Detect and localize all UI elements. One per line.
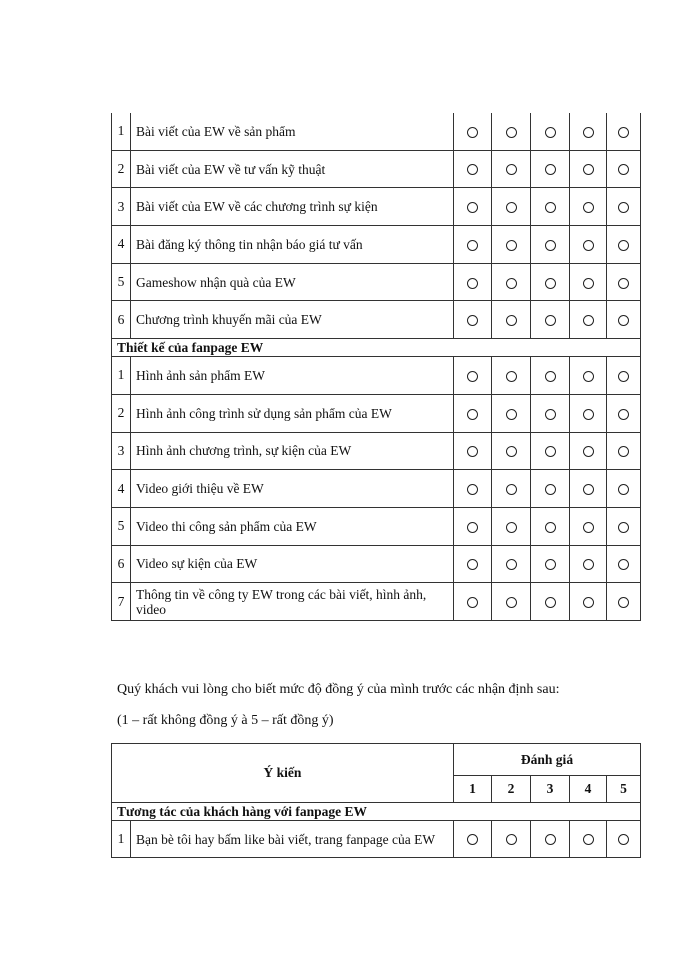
rating-radio-1[interactable] (467, 127, 478, 138)
rating-cell-1 (454, 507, 492, 545)
rating-radio-2[interactable] (506, 484, 517, 495)
rating-radio-4[interactable] (583, 409, 594, 420)
row-number: 4 (112, 226, 131, 264)
rating-cell-2 (492, 394, 531, 432)
rating-cell-1 (454, 394, 492, 432)
rating-cell-4 (570, 583, 607, 621)
scale-header-3: 3 (531, 776, 570, 803)
rating-cell-3 (531, 432, 570, 470)
rating-cell-2 (492, 113, 531, 150)
rating-radio-4[interactable] (583, 371, 594, 382)
rating-cell-1 (454, 263, 492, 301)
rating-column-header: Đánh giá (454, 744, 641, 776)
rating-radio-4[interactable] (583, 559, 594, 570)
rating-radio-5[interactable] (618, 484, 629, 495)
rating-radio-1[interactable] (467, 522, 478, 533)
rating-cell-2 (492, 583, 531, 621)
rating-radio-5[interactable] (618, 240, 629, 251)
table-row (112, 583, 641, 621)
rating-radio-3[interactable] (545, 127, 556, 138)
rating-cell-3 (531, 188, 570, 226)
rating-cell-5 (607, 113, 641, 150)
rating-radio-2[interactable] (506, 834, 517, 845)
rating-cell-4 (570, 432, 607, 470)
rating-radio-5[interactable] (618, 597, 629, 608)
table-row (112, 263, 641, 301)
rating-cell-1 (454, 545, 492, 583)
table-row (112, 394, 641, 432)
statement-text: Bài viết của EW về tư vấn kỹ thuật (131, 150, 454, 188)
rating-radio-4[interactable] (583, 484, 594, 495)
rating-cell-2 (492, 470, 531, 508)
rating-cell-3 (531, 470, 570, 508)
rating-cell-5 (607, 507, 641, 545)
rating-cell-1 (454, 150, 492, 188)
table-row (112, 301, 641, 339)
row-number: 4 (112, 470, 131, 508)
rating-radio-1[interactable] (467, 446, 478, 457)
table-row (112, 113, 641, 150)
rating-cell-5 (607, 583, 641, 621)
statement-text: Bài đăng ký thông tin nhận báo giá tư vấn (131, 226, 454, 264)
rating-radio-2[interactable] (506, 597, 517, 608)
rating-radio-5[interactable] (618, 834, 629, 845)
rating-radio-5[interactable] (618, 127, 629, 138)
rating-cell-4 (570, 188, 607, 226)
rating-radio-1[interactable] (467, 202, 478, 213)
rating-radio-2[interactable] (506, 371, 517, 382)
row-number: 7 (112, 583, 131, 621)
survey-table-customer-interaction (111, 743, 641, 858)
rating-cell-3 (531, 507, 570, 545)
rating-cell-4 (570, 226, 607, 264)
rating-cell-5 (607, 432, 641, 470)
row-number: 1 (112, 113, 131, 150)
rating-cell-5 (607, 263, 641, 301)
rating-cell-2 (492, 507, 531, 545)
rating-radio-2[interactable] (506, 446, 517, 457)
rating-radio-3[interactable] (545, 278, 556, 289)
statement-text: Bài viết của EW về sản phẩm (131, 113, 454, 150)
rating-cell-3 (531, 113, 570, 150)
table-row (112, 357, 641, 395)
rating-cell-3 (531, 263, 570, 301)
scale-note: (1 – rất không đồng ý à 5 – rất đồng ý) (117, 713, 334, 728)
rating-radio-1[interactable] (467, 315, 478, 326)
rating-cell-5 (607, 545, 641, 583)
rating-cell-4 (570, 507, 607, 545)
row-number: 6 (112, 545, 131, 583)
rating-radio-2[interactable] (506, 164, 517, 175)
rating-cell-2 (492, 432, 531, 470)
statement-text: Bạn bè tôi hay bấm like bài viết, trang fanpage của EW (131, 821, 454, 858)
statement-text: Chương trình khuyến mãi của EW (131, 301, 454, 339)
rating-cell-2 (492, 263, 531, 301)
row-number: 3 (112, 188, 131, 226)
rating-radio-3[interactable] (545, 559, 556, 570)
rating-cell-5 (607, 301, 641, 339)
section-row (112, 803, 641, 821)
row-number: 2 (112, 150, 131, 188)
row-number: 5 (112, 263, 131, 301)
rating-cell-1 (454, 432, 492, 470)
row-number: 1 (112, 357, 131, 395)
rating-radio-3[interactable] (545, 446, 556, 457)
rating-cell-1 (454, 357, 492, 395)
rating-radio-1[interactable] (467, 240, 478, 251)
survey-table-fanpage-content (111, 113, 641, 621)
rating-radio-4[interactable] (583, 315, 594, 326)
rating-radio-5[interactable] (618, 446, 629, 457)
rating-cell-2 (492, 545, 531, 583)
rating-radio-1[interactable] (467, 834, 478, 845)
rating-cell-4 (570, 263, 607, 301)
rating-radio-4[interactable] (583, 446, 594, 457)
scale-header-5: 5 (607, 776, 641, 803)
table-row (112, 507, 641, 545)
row-number: 5 (112, 507, 131, 545)
rating-cell-2 (492, 821, 531, 858)
rating-radio-3[interactable] (545, 597, 556, 608)
rating-cell-2 (492, 301, 531, 339)
rating-radio-5[interactable] (618, 522, 629, 533)
rating-radio-4[interactable] (583, 127, 594, 138)
rating-radio-2[interactable] (506, 278, 517, 289)
rating-radio-2[interactable] (506, 522, 517, 533)
table-row (112, 470, 641, 508)
statement-text: Thông tin về công ty EW trong các bài viết, hình ảnh, video (131, 583, 454, 621)
statement-text: Hình ảnh chương trình, sự kiện của EW (131, 432, 454, 470)
statement-text: Video sự kiện của EW (131, 545, 454, 583)
statement-text: Bài viết của EW về các chương trình sự kiện (131, 188, 454, 226)
rating-radio-4[interactable] (583, 834, 594, 845)
rating-radio-4[interactable] (583, 522, 594, 533)
scale-header-2: 2 (492, 776, 531, 803)
rating-radio-2[interactable] (506, 127, 517, 138)
row-number: 6 (112, 301, 131, 339)
rating-cell-5 (607, 226, 641, 264)
row-number: 1 (112, 821, 131, 858)
rating-radio-4[interactable] (583, 164, 594, 175)
table-row (112, 432, 641, 470)
row-number: 3 (112, 432, 131, 470)
rating-cell-5 (607, 821, 641, 858)
rating-cell-1 (454, 188, 492, 226)
rating-cell-4 (570, 545, 607, 583)
rating-radio-5[interactable] (618, 315, 629, 326)
rating-radio-5[interactable] (618, 559, 629, 570)
rating-cell-3 (531, 226, 570, 264)
rating-radio-3[interactable] (545, 240, 556, 251)
rating-radio-5[interactable] (618, 278, 629, 289)
rating-radio-3[interactable] (545, 315, 556, 326)
rating-cell-3 (531, 821, 570, 858)
rating-radio-1[interactable] (467, 559, 478, 570)
scale-header-4: 4 (570, 776, 607, 803)
rating-cell-1 (454, 583, 492, 621)
statement-text: Hình ảnh sản phẩm EW (131, 357, 454, 395)
rating-radio-3[interactable] (545, 202, 556, 213)
row-number: 2 (112, 394, 131, 432)
rating-cell-4 (570, 301, 607, 339)
rating-cell-1 (454, 470, 492, 508)
rating-cell-5 (607, 394, 641, 432)
rating-cell-2 (492, 150, 531, 188)
rating-radio-2[interactable] (506, 202, 517, 213)
rating-cell-4 (570, 357, 607, 395)
table-row (112, 545, 641, 583)
rating-cell-2 (492, 226, 531, 264)
rating-radio-3[interactable] (545, 484, 556, 495)
rating-cell-5 (607, 470, 641, 508)
rating-radio-2[interactable] (506, 409, 517, 420)
rating-cell-4 (570, 113, 607, 150)
rating-radio-3[interactable] (545, 164, 556, 175)
rating-radio-4[interactable] (583, 240, 594, 251)
statement-text: Video giới thiệu về EW (131, 470, 454, 508)
rating-cell-4 (570, 821, 607, 858)
rating-radio-4[interactable] (583, 597, 594, 608)
rating-cell-1 (454, 821, 492, 858)
rating-radio-5[interactable] (618, 164, 629, 175)
rating-radio-5[interactable] (618, 409, 629, 420)
rating-cell-3 (531, 394, 570, 432)
rating-radio-4[interactable] (583, 278, 594, 289)
rating-cell-1 (454, 301, 492, 339)
rating-radio-1[interactable] (467, 409, 478, 420)
rating-radio-2[interactable] (506, 315, 517, 326)
rating-cell-2 (492, 357, 531, 395)
rating-radio-1[interactable] (467, 371, 478, 382)
rating-radio-1[interactable] (467, 278, 478, 289)
table-row (112, 226, 641, 264)
rating-radio-1[interactable] (467, 597, 478, 608)
rating-cell-5 (607, 150, 641, 188)
rating-cell-5 (607, 357, 641, 395)
table-row (112, 150, 641, 188)
rating-radio-2[interactable] (506, 559, 517, 570)
statement-text: Hình ảnh công trình sử dụng sản phẩm của EW (131, 394, 454, 432)
instruction-text: Quý khách vui lòng cho biết mức độ đồng ý của mình trước các nhận định sau: (117, 682, 560, 697)
statement-text: Gameshow nhận quà của EW (131, 263, 454, 301)
rating-radio-5[interactable] (618, 371, 629, 382)
rating-radio-3[interactable] (545, 409, 556, 420)
rating-cell-1 (454, 226, 492, 264)
rating-cell-3 (531, 150, 570, 188)
rating-radio-3[interactable] (545, 834, 556, 845)
table-row (112, 821, 641, 858)
rating-cell-2 (492, 188, 531, 226)
rating-radio-3[interactable] (545, 371, 556, 382)
rating-cell-3 (531, 301, 570, 339)
rating-radio-5[interactable] (618, 202, 629, 213)
rating-radio-1[interactable] (467, 484, 478, 495)
rating-cell-1 (454, 113, 492, 150)
rating-cell-3 (531, 357, 570, 395)
section-row (112, 339, 641, 357)
rating-cell-4 (570, 394, 607, 432)
section-title: Tương tác của khách hàng với fanpage EW (112, 803, 641, 821)
rating-radio-4[interactable] (583, 202, 594, 213)
rating-cell-4 (570, 150, 607, 188)
table-row (112, 188, 641, 226)
statement-text: Video thi công sản phẩm của EW (131, 507, 454, 545)
rating-cell-4 (570, 470, 607, 508)
rating-radio-1[interactable] (467, 164, 478, 175)
rating-radio-2[interactable] (506, 240, 517, 251)
rating-cell-5 (607, 188, 641, 226)
section-title: Thiết kế của fanpage EW (112, 339, 641, 357)
opinion-column-header: Ý kiến (112, 744, 454, 803)
rating-cell-3 (531, 545, 570, 583)
rating-radio-3[interactable] (545, 522, 556, 533)
scale-header-1: 1 (454, 776, 492, 803)
rating-cell-3 (531, 583, 570, 621)
